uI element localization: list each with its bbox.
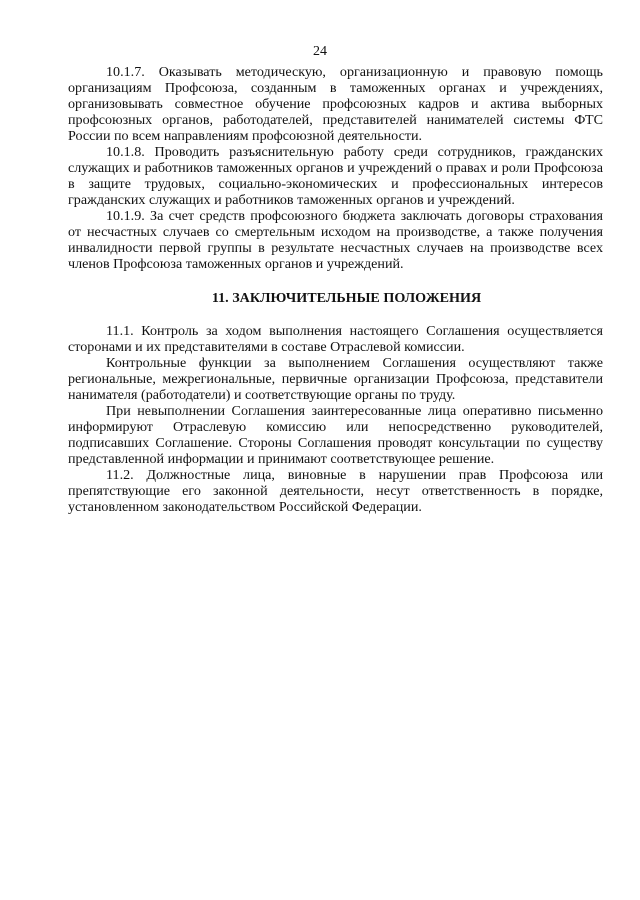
paragraph-10-1-7: 10.1.7. Оказывать методическую, организационную и правовую помощь организациям Профсоюза, созданным в таможенных органах и учреждениях, организовывать совместное обучение профсоюзных кадров и актива выборных профсоюзных органов, работодателей, представителей нанимателей системы ФТС России по всем направлениям профсоюзной деятельности. — [68, 64, 603, 144]
paragraph-10-1-9: 10.1.9. За счет средств профсоюзного бюджета заключать договоры страхования от несчастных случаев со смертельным исходом на производстве, а также получения инвалидности первой группы в результате несчастных случаев на производстве всех членов Профсоюза таможенных органов и учреждений. — [68, 208, 603, 272]
section-heading: 11. ЗАКЛЮЧИТЕЛЬНЫЕ ПОЛОЖЕНИЯ — [211, 290, 482, 306]
paragraph-10-1-8: 10.1.8. Проводить разъяснительную работу среди сотрудников, гражданских служащих и работников таможенных органов и учреждений о правах и роли Профсоюза в защите трудовых, социально-экономических и профессиональных интересов гражданских служащих и работников таможенных органов и учреждений. — [68, 144, 603, 208]
paragraph-11-1: 11.1. Контроль за ходом выполнения настоящего Соглашения осуществляется сторонами и их представителями в составе Отраслевой комиссии. — [68, 323, 603, 355]
paragraph-non-compliance: При невыполнении Соглашения заинтересованные лица оперативно письменно информируют Отраслевую комиссию или непосредственно руководителей, подписавших Соглашение. Стороны Соглашения проводят консультации по существу представленной информации и принимают соответствующее решение. — [68, 403, 603, 467]
document-body — [68, 64, 603, 515]
paragraph-control-functions: Контрольные функции за выполнением Соглашения осуществляют также региональные, межрегиональные, первичные организации Профсоюза, представители нанимателя (работодатели) и соответствующие органы по труду. — [68, 355, 603, 403]
paragraph-11-2: 11.2. Должностные лица, виновные в нарушении прав Профсоюза или препятствующие его законной деятельности, несут ответственность в порядке, установленном законодательством Российской Федерации. — [68, 467, 603, 515]
page-number: 24 — [313, 44, 327, 59]
